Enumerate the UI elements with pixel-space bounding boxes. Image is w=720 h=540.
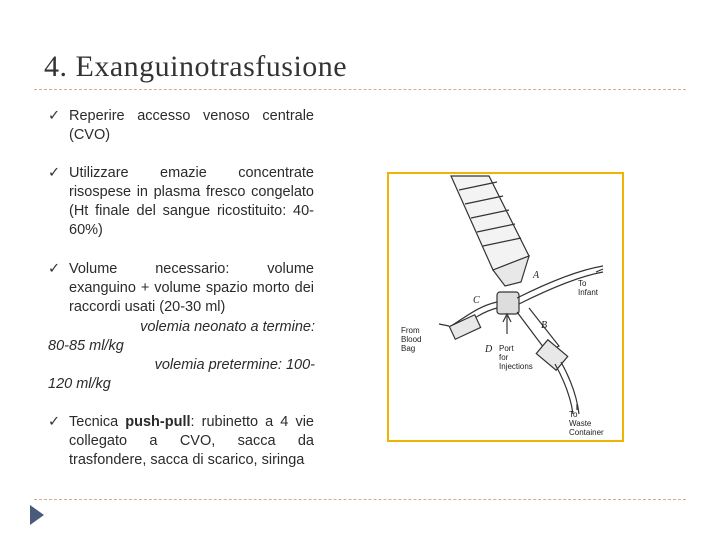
label-a: A [533,270,540,281]
bullet-text-bold: push-pull [125,414,191,430]
bullet-item [48,164,314,240]
label-b: B [541,320,548,331]
bullet-text: Reperire accesso venoso centrale (CVO) [69,108,314,143]
check-icon: ✓ [48,108,61,124]
push-pull-diagram [387,172,624,442]
volemia-pretermine-value: 120 ml/kg [48,376,111,392]
bullet-text: Utilizzare emazie concentrate risospese in plasma fresco congelato (Ht finale del sangue ricostituito: 40-60%) [69,165,314,238]
to-infant-line-1: To [578,279,587,288]
bullet-text: Volume necessario: volume exanguino + volume spazio morto dei raccordi usati (20-30 ml) [69,261,314,315]
port-for-injections-label [499,344,533,371]
label-c: C [473,295,480,306]
from-blood-line-1: From [401,326,420,335]
page-title: 4. Exanguinotrasfusione [44,50,348,83]
to-waste-container-label [569,410,604,437]
volemia-pretermine-label: volemia pretermine: 100- [154,357,315,373]
title-divider [34,89,686,90]
bullet-text-pre: Tecnica [69,414,126,430]
label-d: D [485,344,493,355]
footer-divider [34,499,686,500]
waste-line-1: To [569,410,578,419]
from-blood-line-2: Blood [401,335,422,344]
port-line-1: Port [499,344,514,353]
next-slide-arrow-icon[interactable] [30,505,44,525]
waste-line-2: Waste [569,419,592,428]
from-blood-line-3: Bag [401,344,416,353]
stopcock-drawing [389,174,622,440]
check-icon: ✓ [48,165,61,181]
bullet-text-post: : rubinetto a 4 vie collegato a CVO, sacca da trasfondere, sacca di scarico, siringa [69,414,314,468]
port-line-2: for [499,353,509,362]
bullet-item [48,107,314,145]
waste-line-3: Container [569,428,604,437]
to-infant-label [578,279,598,297]
check-icon: ✓ [48,261,61,277]
volemia-neonato-label: volemia neonato a termine: [140,319,315,335]
to-infant-line-2: Infant [578,288,599,297]
from-blood-bag-label [401,326,421,353]
bullet-text [69,413,314,470]
check-icon: ✓ [48,414,61,430]
port-line-3: Injections [499,362,533,371]
bullet-item [48,413,314,470]
volemia-neonato-value: 80-85 ml/kg [48,338,124,354]
bullet-item [48,260,314,317]
